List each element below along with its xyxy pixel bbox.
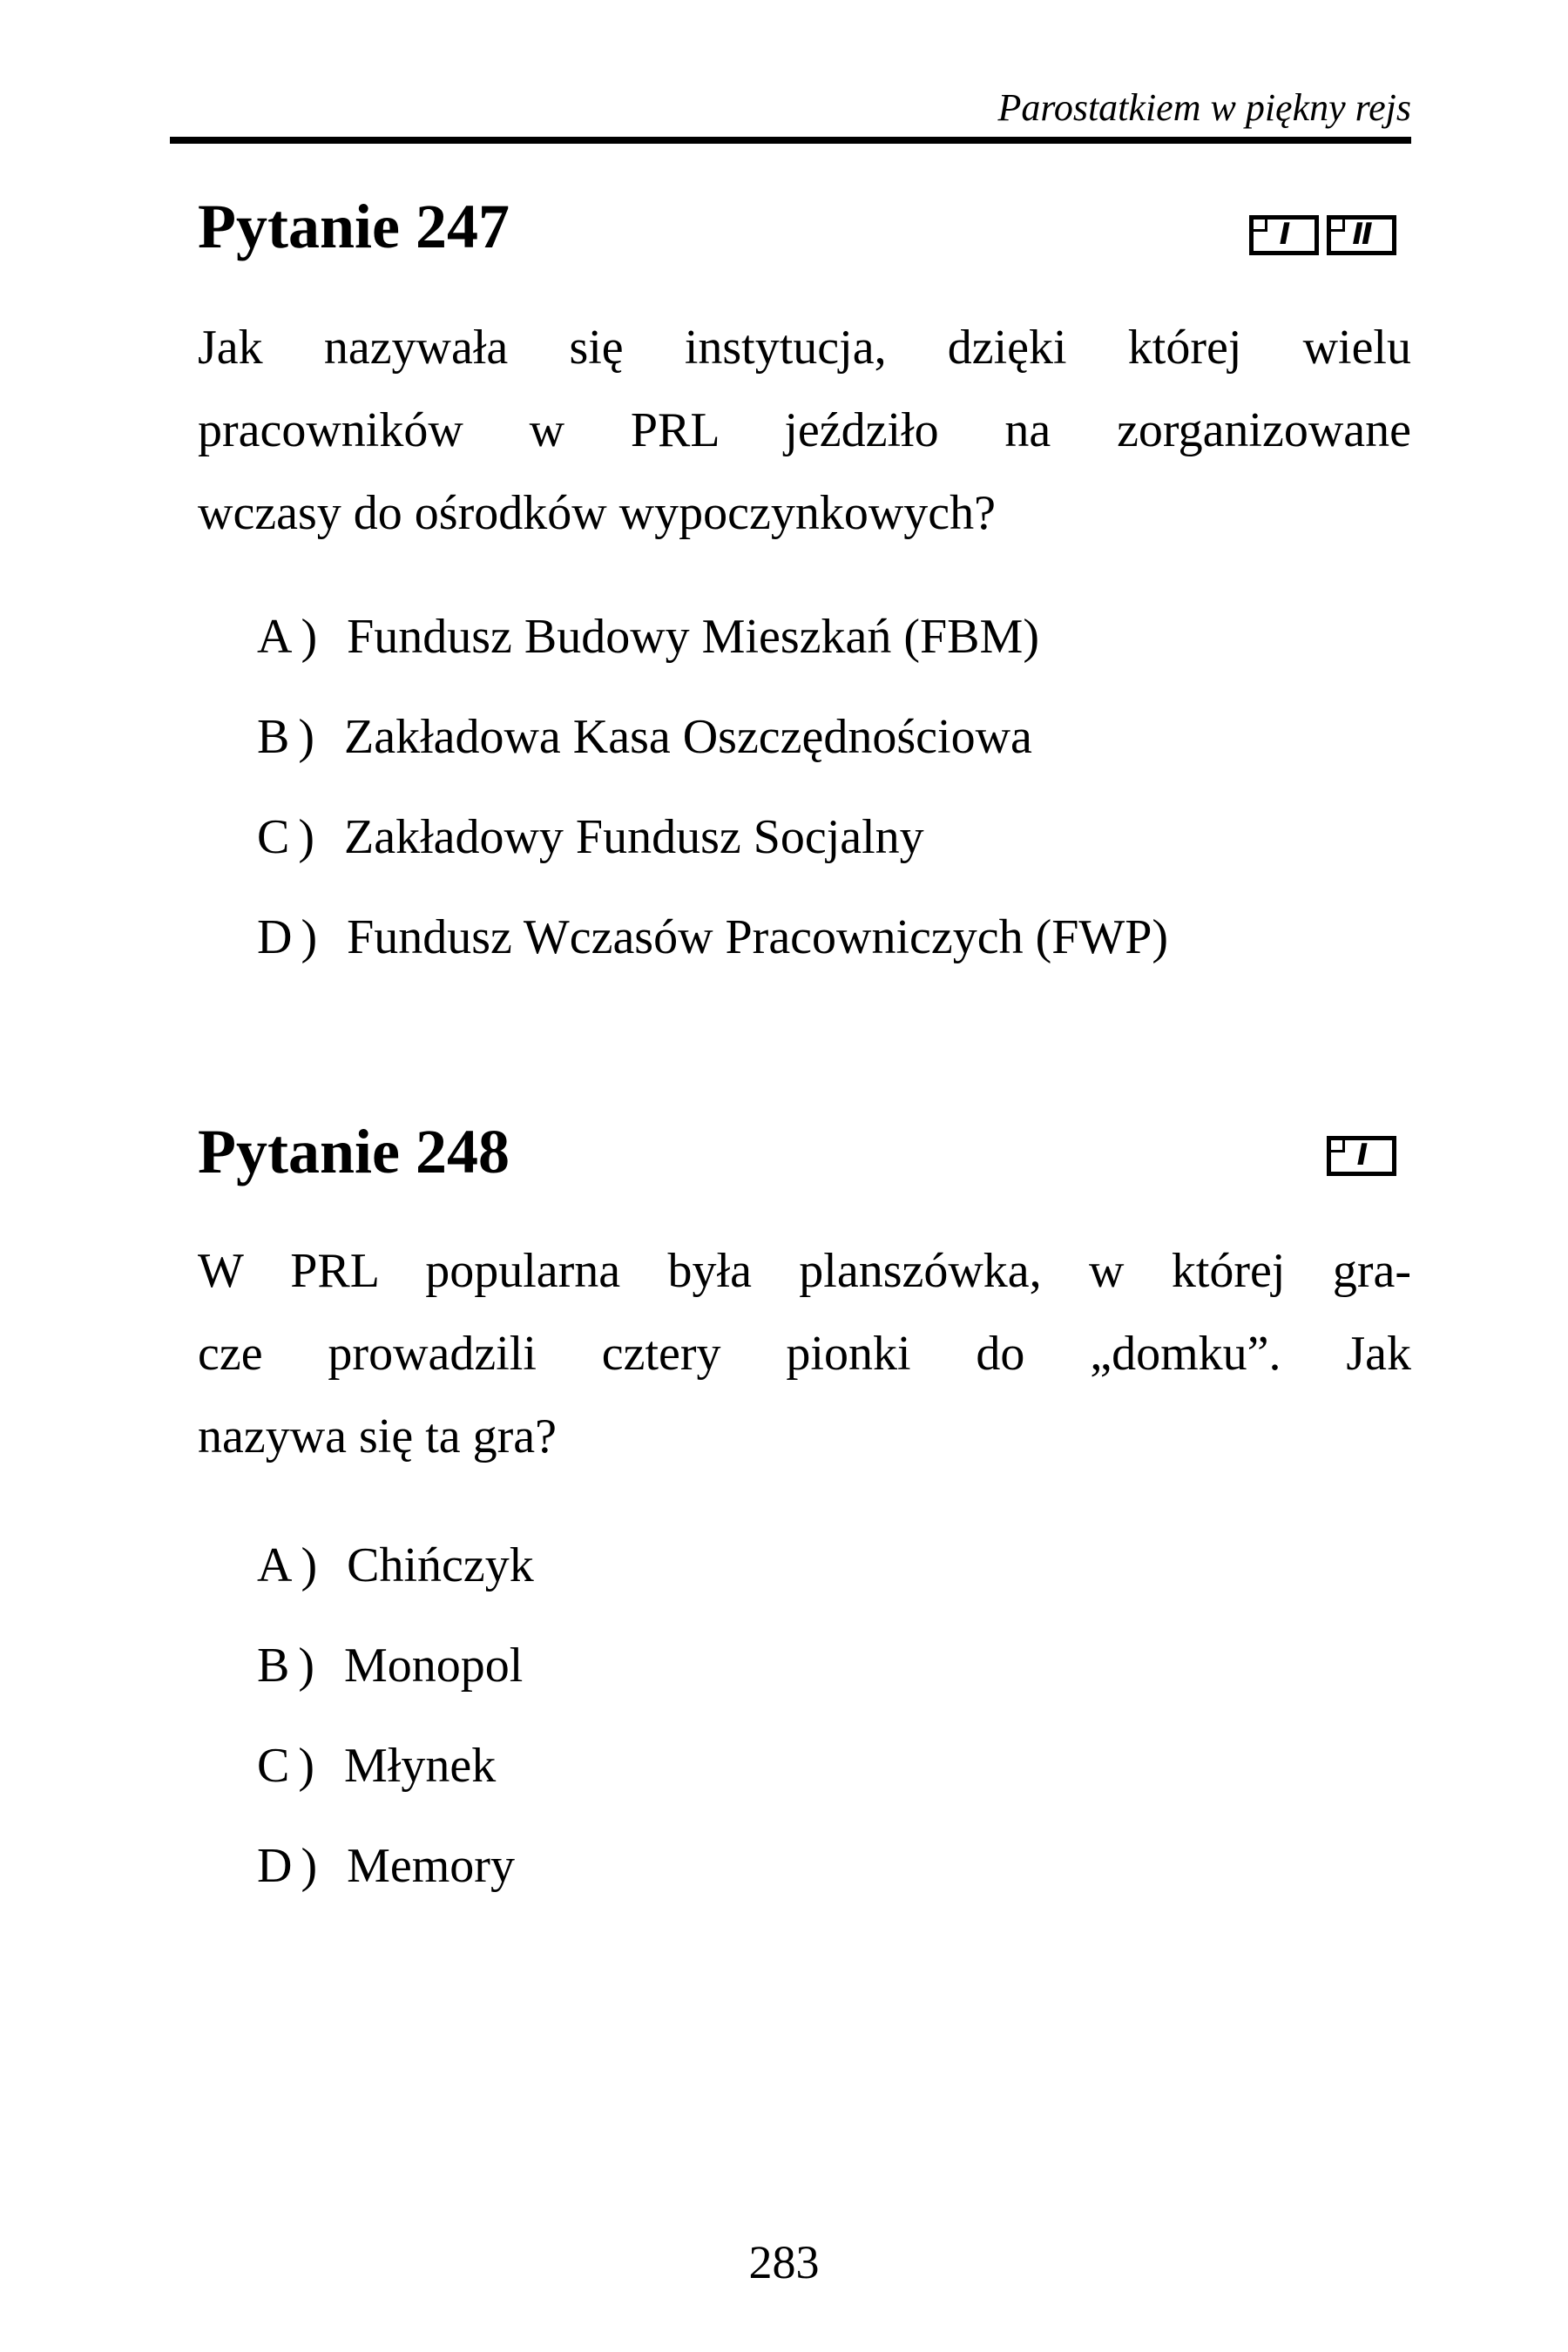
program-2-numeral: II (1352, 217, 1371, 252)
answer-option-c (257, 796, 1411, 879)
answer-options-247 (257, 596, 1411, 979)
question-text-line: Jak nazywała się instytucja, dzięki której wielu (198, 321, 1411, 375)
question-text-line: W PRL popularna była planszówka, w której gra- (198, 1244, 1411, 1298)
tv-program-icons-248 (1327, 1136, 1396, 1176)
answer-option-d (257, 896, 1411, 979)
option-text: Fundusz Wczasów Pracowniczych (FWP) (347, 910, 1169, 964)
question-text-line: wczasy do ośrodków wypoczynkowych? (198, 486, 996, 540)
icon-corner-notch (1331, 1140, 1345, 1152)
option-letter: C) (257, 810, 323, 864)
option-letter: D) (257, 1839, 327, 1893)
icon-corner-notch (1254, 220, 1267, 232)
answer-options-248 (257, 1524, 1411, 1908)
program-1-numeral: I (1356, 1138, 1367, 1173)
question-text-line: nazywa się ta gra? (198, 1409, 557, 1463)
icon-corner-notch (1331, 220, 1345, 232)
program-1-numeral: I (1279, 217, 1289, 252)
option-letter: B) (257, 1639, 323, 1693)
option-text: Młynek (344, 1739, 497, 1793)
program-1-icon (1327, 1136, 1396, 1176)
header-rule (170, 137, 1411, 144)
question-247-title: Pytanie 247 (198, 192, 510, 261)
answer-option-a (257, 596, 1411, 679)
running-header: Parostatkiem w piękny rejs (997, 86, 1411, 129)
option-letter: B) (257, 710, 323, 764)
option-letter: A) (257, 1538, 327, 1592)
option-letter: D) (257, 910, 327, 964)
question-text-line: cze prowadzili cztery pionki do „domku”. Jak (198, 1327, 1411, 1381)
answer-option-b (257, 696, 1411, 779)
answer-option-c (257, 1725, 1411, 1808)
answer-option-a (257, 1524, 1411, 1607)
option-text: Zakładowy Fundusz Socjalny (344, 810, 924, 864)
question-247-text (198, 307, 1411, 555)
page-number: 283 (748, 2236, 820, 2288)
answer-option-b (257, 1625, 1411, 1707)
question-248-text (198, 1230, 1411, 1478)
option-text: Monopol (344, 1639, 524, 1693)
option-text: Chińczyk (347, 1538, 534, 1592)
option-text: Zakładowa Kasa Oszczędnościowa (344, 710, 1032, 764)
answer-option-d (257, 1825, 1411, 1908)
option-text: Fundusz Budowy Mieszkań (FBM) (347, 610, 1039, 664)
option-text: Memory (347, 1839, 515, 1893)
tv-program-icons-247 (1249, 215, 1396, 255)
question-248-title: Pytanie 248 (198, 1117, 510, 1186)
option-letter: A) (257, 610, 327, 664)
option-letter: C) (257, 1739, 323, 1793)
program-2-icon (1327, 215, 1396, 255)
program-1-icon (1249, 215, 1319, 255)
question-text-line: pracowników w PRL jeździło na zorganizowane (198, 403, 1411, 457)
